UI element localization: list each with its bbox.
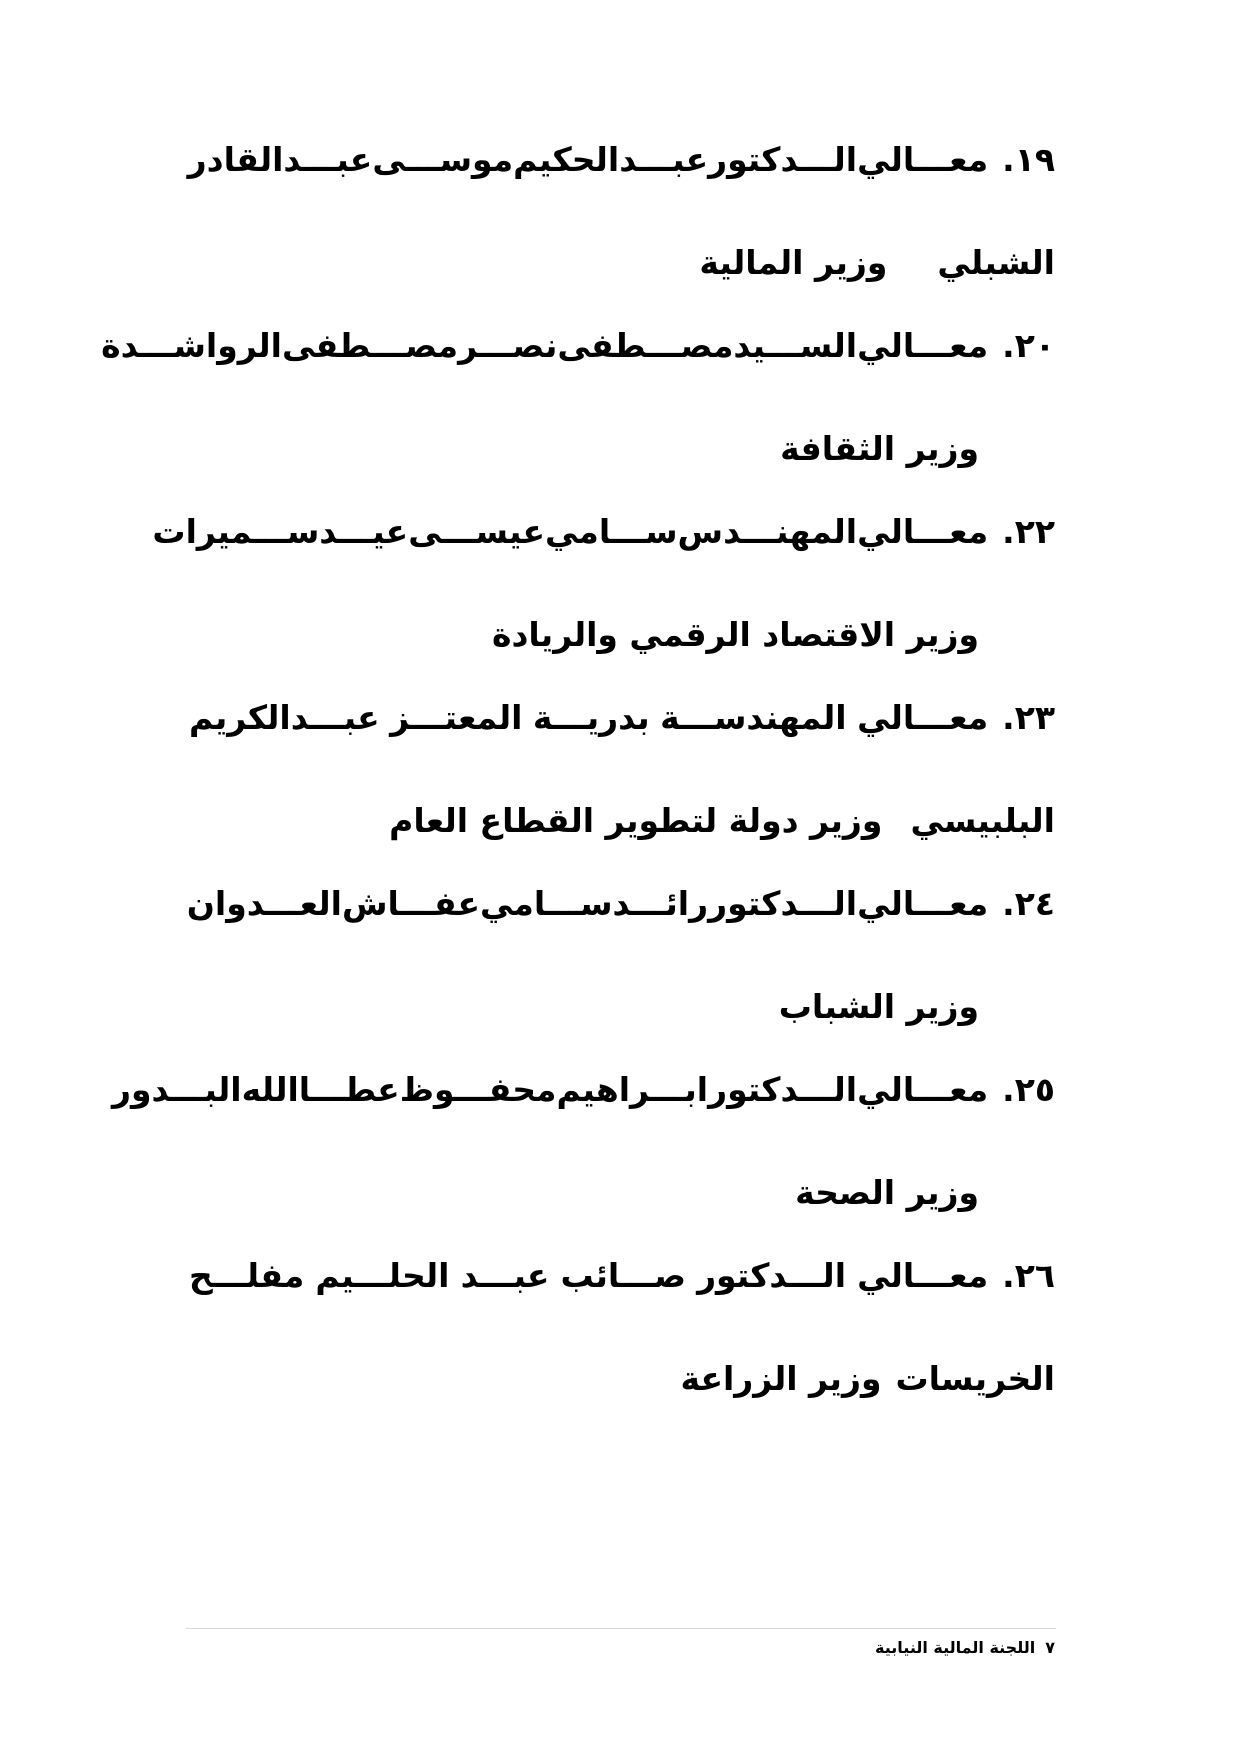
entry-line-1 bbox=[152, 512, 1055, 552]
entry-word: الـــدكتور bbox=[697, 1256, 847, 1295]
list-item bbox=[186, 884, 1055, 1026]
entry-number: ١٩. bbox=[1002, 140, 1055, 179]
list-item bbox=[152, 512, 1055, 654]
entry-number-and-first-word bbox=[857, 512, 1055, 552]
entry-word: عيـــد bbox=[319, 512, 409, 551]
entry-word: صـــائب bbox=[560, 1256, 686, 1295]
entry-number-and-first-word bbox=[857, 326, 1055, 366]
entry-word: الحلـــيم bbox=[315, 1256, 450, 1295]
list-item bbox=[187, 140, 1055, 282]
entry-word: المعتـــز bbox=[390, 698, 523, 737]
list-item bbox=[101, 326, 1055, 468]
entry-line-1 bbox=[112, 1070, 1055, 1110]
entry-word: ســـميرات bbox=[152, 512, 320, 551]
entry-word: عبـــدالحكيم bbox=[513, 140, 709, 179]
entry-word: ســـامي bbox=[480, 884, 613, 923]
entry-ministry-title: وزير الزراعة bbox=[680, 1359, 882, 1398]
entry-word: عفـــاش bbox=[341, 884, 481, 923]
entry-word: معـــالي bbox=[857, 1256, 989, 1295]
footer-divider bbox=[186, 1628, 1056, 1629]
entry-number: ٢٣. bbox=[1002, 698, 1055, 737]
entry-word: عبـــدالكريم bbox=[189, 698, 380, 737]
entry-number-and-first-word bbox=[857, 698, 1055, 738]
entry-word: نصـــر bbox=[458, 326, 558, 365]
entry-word: العـــدوان bbox=[186, 884, 342, 923]
entry-number-and-first-word bbox=[857, 884, 1055, 924]
entry-word: محفـــوظ bbox=[399, 1070, 557, 1109]
entry-word: الله bbox=[241, 1070, 299, 1109]
list-item bbox=[112, 1070, 1055, 1212]
page-number: ٧ bbox=[1045, 1638, 1055, 1657]
list-item bbox=[189, 698, 1055, 840]
entry-word: رائـــد bbox=[612, 884, 709, 923]
entry-word: الســـيد bbox=[733, 326, 858, 365]
entry-line-1 bbox=[189, 140, 1055, 180]
entry-line-2 bbox=[795, 1173, 979, 1213]
entry-line-2 bbox=[779, 987, 979, 1027]
entry-word: المهنـــدس bbox=[677, 512, 858, 551]
entry-line-1 bbox=[189, 698, 1055, 738]
entry-number: ٢٠. bbox=[1002, 326, 1055, 365]
entry-word: معـــالي bbox=[857, 884, 989, 923]
entry-ministry-title: وزير المالية bbox=[699, 243, 888, 282]
entry-ministry-title: وزير دولة لتطوير القطاع العام bbox=[389, 801, 883, 840]
entry-name-continuation: الخريسات bbox=[895, 1359, 1055, 1398]
entry-line-2 bbox=[389, 801, 1055, 841]
entry-line-1 bbox=[101, 326, 1055, 366]
entry-word: ســـامي bbox=[545, 512, 678, 551]
entry-word: الـــدكتور bbox=[708, 884, 858, 923]
entry-word: معـــالي bbox=[857, 512, 989, 551]
entry-word: معـــالي bbox=[857, 1070, 989, 1109]
entry-number: ٢٥. bbox=[1002, 1070, 1055, 1109]
entry-number-and-first-word bbox=[857, 1070, 1055, 1110]
entry-ministry-title: وزير الصحة bbox=[795, 1173, 979, 1212]
entry-word: مفلـــح bbox=[189, 1256, 305, 1295]
footer-label: اللجنة المالية النيابية bbox=[875, 1638, 1036, 1657]
entry-number-and-first-word bbox=[857, 1256, 1055, 1296]
entry-word: موســـى bbox=[372, 140, 514, 179]
entry-name-continuation: البلبيسي bbox=[910, 801, 1055, 840]
entry-word: المهندســـة bbox=[660, 698, 847, 737]
entry-word: عيســـى bbox=[408, 512, 546, 551]
entry-word: الرواشـــدة bbox=[101, 326, 282, 365]
entry-number: ٢٦. bbox=[1002, 1256, 1055, 1295]
entry-word: الـــدكتور bbox=[708, 140, 858, 179]
entry-word: عبـــد bbox=[460, 1256, 550, 1295]
entry-line-2 bbox=[492, 615, 979, 655]
entry-word: معـــالي bbox=[857, 698, 989, 737]
entry-word: مصـــطفى bbox=[281, 326, 459, 365]
entry-line-2 bbox=[699, 243, 1055, 283]
entry-number: ٢٤. bbox=[1002, 884, 1055, 923]
entry-word: ابـــراهيم bbox=[556, 1070, 709, 1109]
entry-line-2 bbox=[780, 429, 979, 469]
entry-word: عطـــا bbox=[298, 1070, 400, 1109]
entry-number-and-first-word bbox=[857, 140, 1055, 180]
entry-line-2 bbox=[680, 1359, 1055, 1399]
entry-word: بدريـــة bbox=[532, 698, 650, 737]
entry-word: معـــالي bbox=[857, 326, 989, 365]
entry-word: عبـــدالقادر bbox=[187, 140, 373, 179]
entry-ministry-title: وزير الشباب bbox=[778, 987, 979, 1026]
list-item bbox=[189, 1256, 1055, 1398]
entry-word: معـــالي bbox=[857, 140, 989, 179]
entry-ministry-title: وزير الاقتصاد الرقمي والريادة bbox=[492, 615, 979, 654]
entry-number: ٢٢. bbox=[1002, 512, 1055, 551]
entry-word: مصـــطفى bbox=[557, 326, 734, 365]
entry-word: البـــدور bbox=[112, 1070, 242, 1109]
page-footer bbox=[875, 1638, 1055, 1658]
entry-name-continuation: الشبلي bbox=[937, 243, 1055, 282]
entry-line-1 bbox=[186, 884, 1055, 924]
entry-word: الـــدكتور bbox=[708, 1070, 858, 1109]
entry-ministry-title: وزير الثقافة bbox=[780, 429, 979, 468]
entry-line-1 bbox=[189, 1256, 1055, 1296]
